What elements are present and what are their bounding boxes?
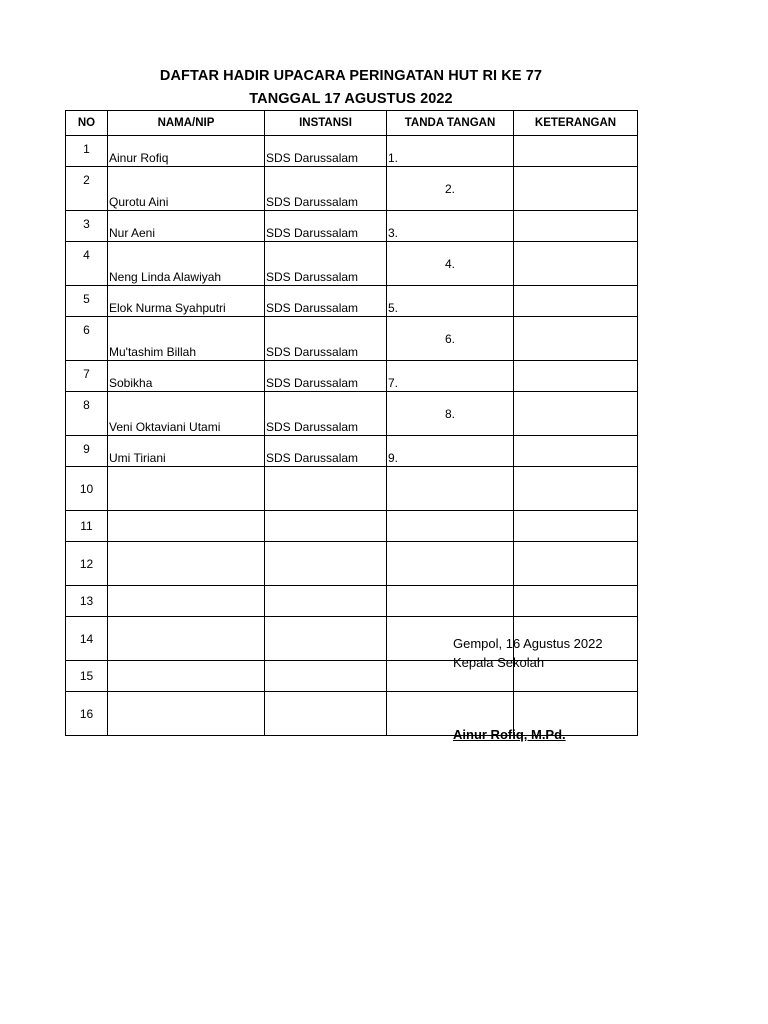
row-keterangan xyxy=(514,586,638,617)
row-instansi xyxy=(265,692,387,736)
row-name xyxy=(108,511,265,542)
document-date-title: TANGGAL 17 AGUSTUS 2022 xyxy=(249,91,453,107)
row-instansi: SDS Darussalam xyxy=(265,317,387,361)
row-name xyxy=(108,692,265,736)
row-instansi: SDS Darussalam xyxy=(265,436,387,467)
row-name: Elok Nurma Syahputri xyxy=(108,286,265,317)
row-signature xyxy=(387,586,514,617)
header-keterangan: KETERANGAN xyxy=(514,111,638,136)
row-name xyxy=(108,617,265,661)
table-row xyxy=(66,286,638,317)
row-keterangan xyxy=(514,317,638,361)
row-number: 10 xyxy=(66,467,108,511)
row-number: 14 xyxy=(66,617,108,661)
row-keterangan xyxy=(514,511,638,542)
header-no: NO xyxy=(66,111,108,136)
row-keterangan xyxy=(514,436,638,467)
row-instansi xyxy=(265,511,387,542)
row-number: 5 xyxy=(66,286,108,317)
table-row xyxy=(66,167,638,211)
table-row xyxy=(66,467,638,511)
row-keterangan xyxy=(514,286,638,317)
row-signature: 1. xyxy=(387,136,514,167)
signature-role: Kepala Sekolah xyxy=(453,655,545,670)
row-name: Mu'tashim Billah xyxy=(108,317,265,361)
table-row xyxy=(66,211,638,242)
row-instansi: SDS Darussalam xyxy=(265,136,387,167)
row-number: 4 xyxy=(66,242,108,286)
row-keterangan xyxy=(514,542,638,586)
row-instansi: SDS Darussalam xyxy=(265,286,387,317)
row-instansi: SDS Darussalam xyxy=(265,392,387,436)
row-signature: 3. xyxy=(387,211,514,242)
row-signature: 2. xyxy=(387,167,514,211)
row-name: Neng Linda Alawiyah xyxy=(108,242,265,286)
row-instansi xyxy=(265,617,387,661)
row-name: Sobikha xyxy=(108,361,265,392)
row-number: 1 xyxy=(66,136,108,167)
row-name: Veni Oktaviani Utami xyxy=(108,392,265,436)
row-signature: 5. xyxy=(387,286,514,317)
table-row xyxy=(66,242,638,286)
row-number: 11 xyxy=(66,511,108,542)
table-row xyxy=(66,586,638,617)
row-signature xyxy=(387,542,514,586)
row-signature: 7. xyxy=(387,361,514,392)
row-number: 3 xyxy=(66,211,108,242)
row-number: 2 xyxy=(66,167,108,211)
row-signature: 8. xyxy=(387,392,514,436)
row-signature xyxy=(387,511,514,542)
document-title: DAFTAR HADIR UPACARA PERINGATAN HUT RI KE 77 xyxy=(159,68,543,84)
row-name xyxy=(108,542,265,586)
row-signature: 6. xyxy=(387,317,514,361)
row-number: 15 xyxy=(66,661,108,692)
header-nama: NAMA/NIP xyxy=(108,111,265,136)
row-name xyxy=(108,467,265,511)
row-instansi xyxy=(265,661,387,692)
row-name: Nur Aeni xyxy=(108,211,265,242)
row-number: 13 xyxy=(66,586,108,617)
header-tanda-tangan: TANDA TANGAN xyxy=(387,111,514,136)
row-keterangan xyxy=(514,242,638,286)
table-row xyxy=(66,542,638,586)
table-row xyxy=(66,361,638,392)
row-keterangan xyxy=(514,167,638,211)
row-instansi xyxy=(265,586,387,617)
row-name xyxy=(108,661,265,692)
row-number: 6 xyxy=(66,317,108,361)
row-name xyxy=(108,586,265,617)
signature-place-date: Gempol, 16 Agustus 2022 xyxy=(453,636,603,651)
row-keterangan xyxy=(514,392,638,436)
table-header-row xyxy=(66,111,638,136)
row-signature xyxy=(387,467,514,511)
row-number: 7 xyxy=(66,361,108,392)
row-instansi: SDS Darussalam xyxy=(265,211,387,242)
row-instansi xyxy=(265,542,387,586)
table-row xyxy=(66,661,638,692)
row-number: 9 xyxy=(66,436,108,467)
row-name: Umi Tiriani xyxy=(108,436,265,467)
row-number: 16 xyxy=(66,692,108,736)
table-row xyxy=(66,136,638,167)
table-row xyxy=(66,392,638,436)
table-row xyxy=(66,436,638,467)
row-name: Ainur Rofiq xyxy=(108,136,265,167)
row-instansi: SDS Darussalam xyxy=(265,167,387,211)
row-number: 12 xyxy=(66,542,108,586)
table-row xyxy=(66,317,638,361)
row-number: 8 xyxy=(66,392,108,436)
table-row xyxy=(66,511,638,542)
row-signature: 4. xyxy=(387,242,514,286)
row-instansi xyxy=(265,467,387,511)
row-keterangan xyxy=(514,211,638,242)
row-keterangan xyxy=(514,467,638,511)
row-signature: 9. xyxy=(387,436,514,467)
signature-name: Ainur Rofiq, M.Pd. xyxy=(453,727,566,742)
row-keterangan xyxy=(514,361,638,392)
row-keterangan xyxy=(514,136,638,167)
row-instansi: SDS Darussalam xyxy=(265,361,387,392)
row-name: Qurotu Aini xyxy=(108,167,265,211)
row-instansi: SDS Darussalam xyxy=(265,242,387,286)
header-instansi: INSTANSI xyxy=(265,111,387,136)
